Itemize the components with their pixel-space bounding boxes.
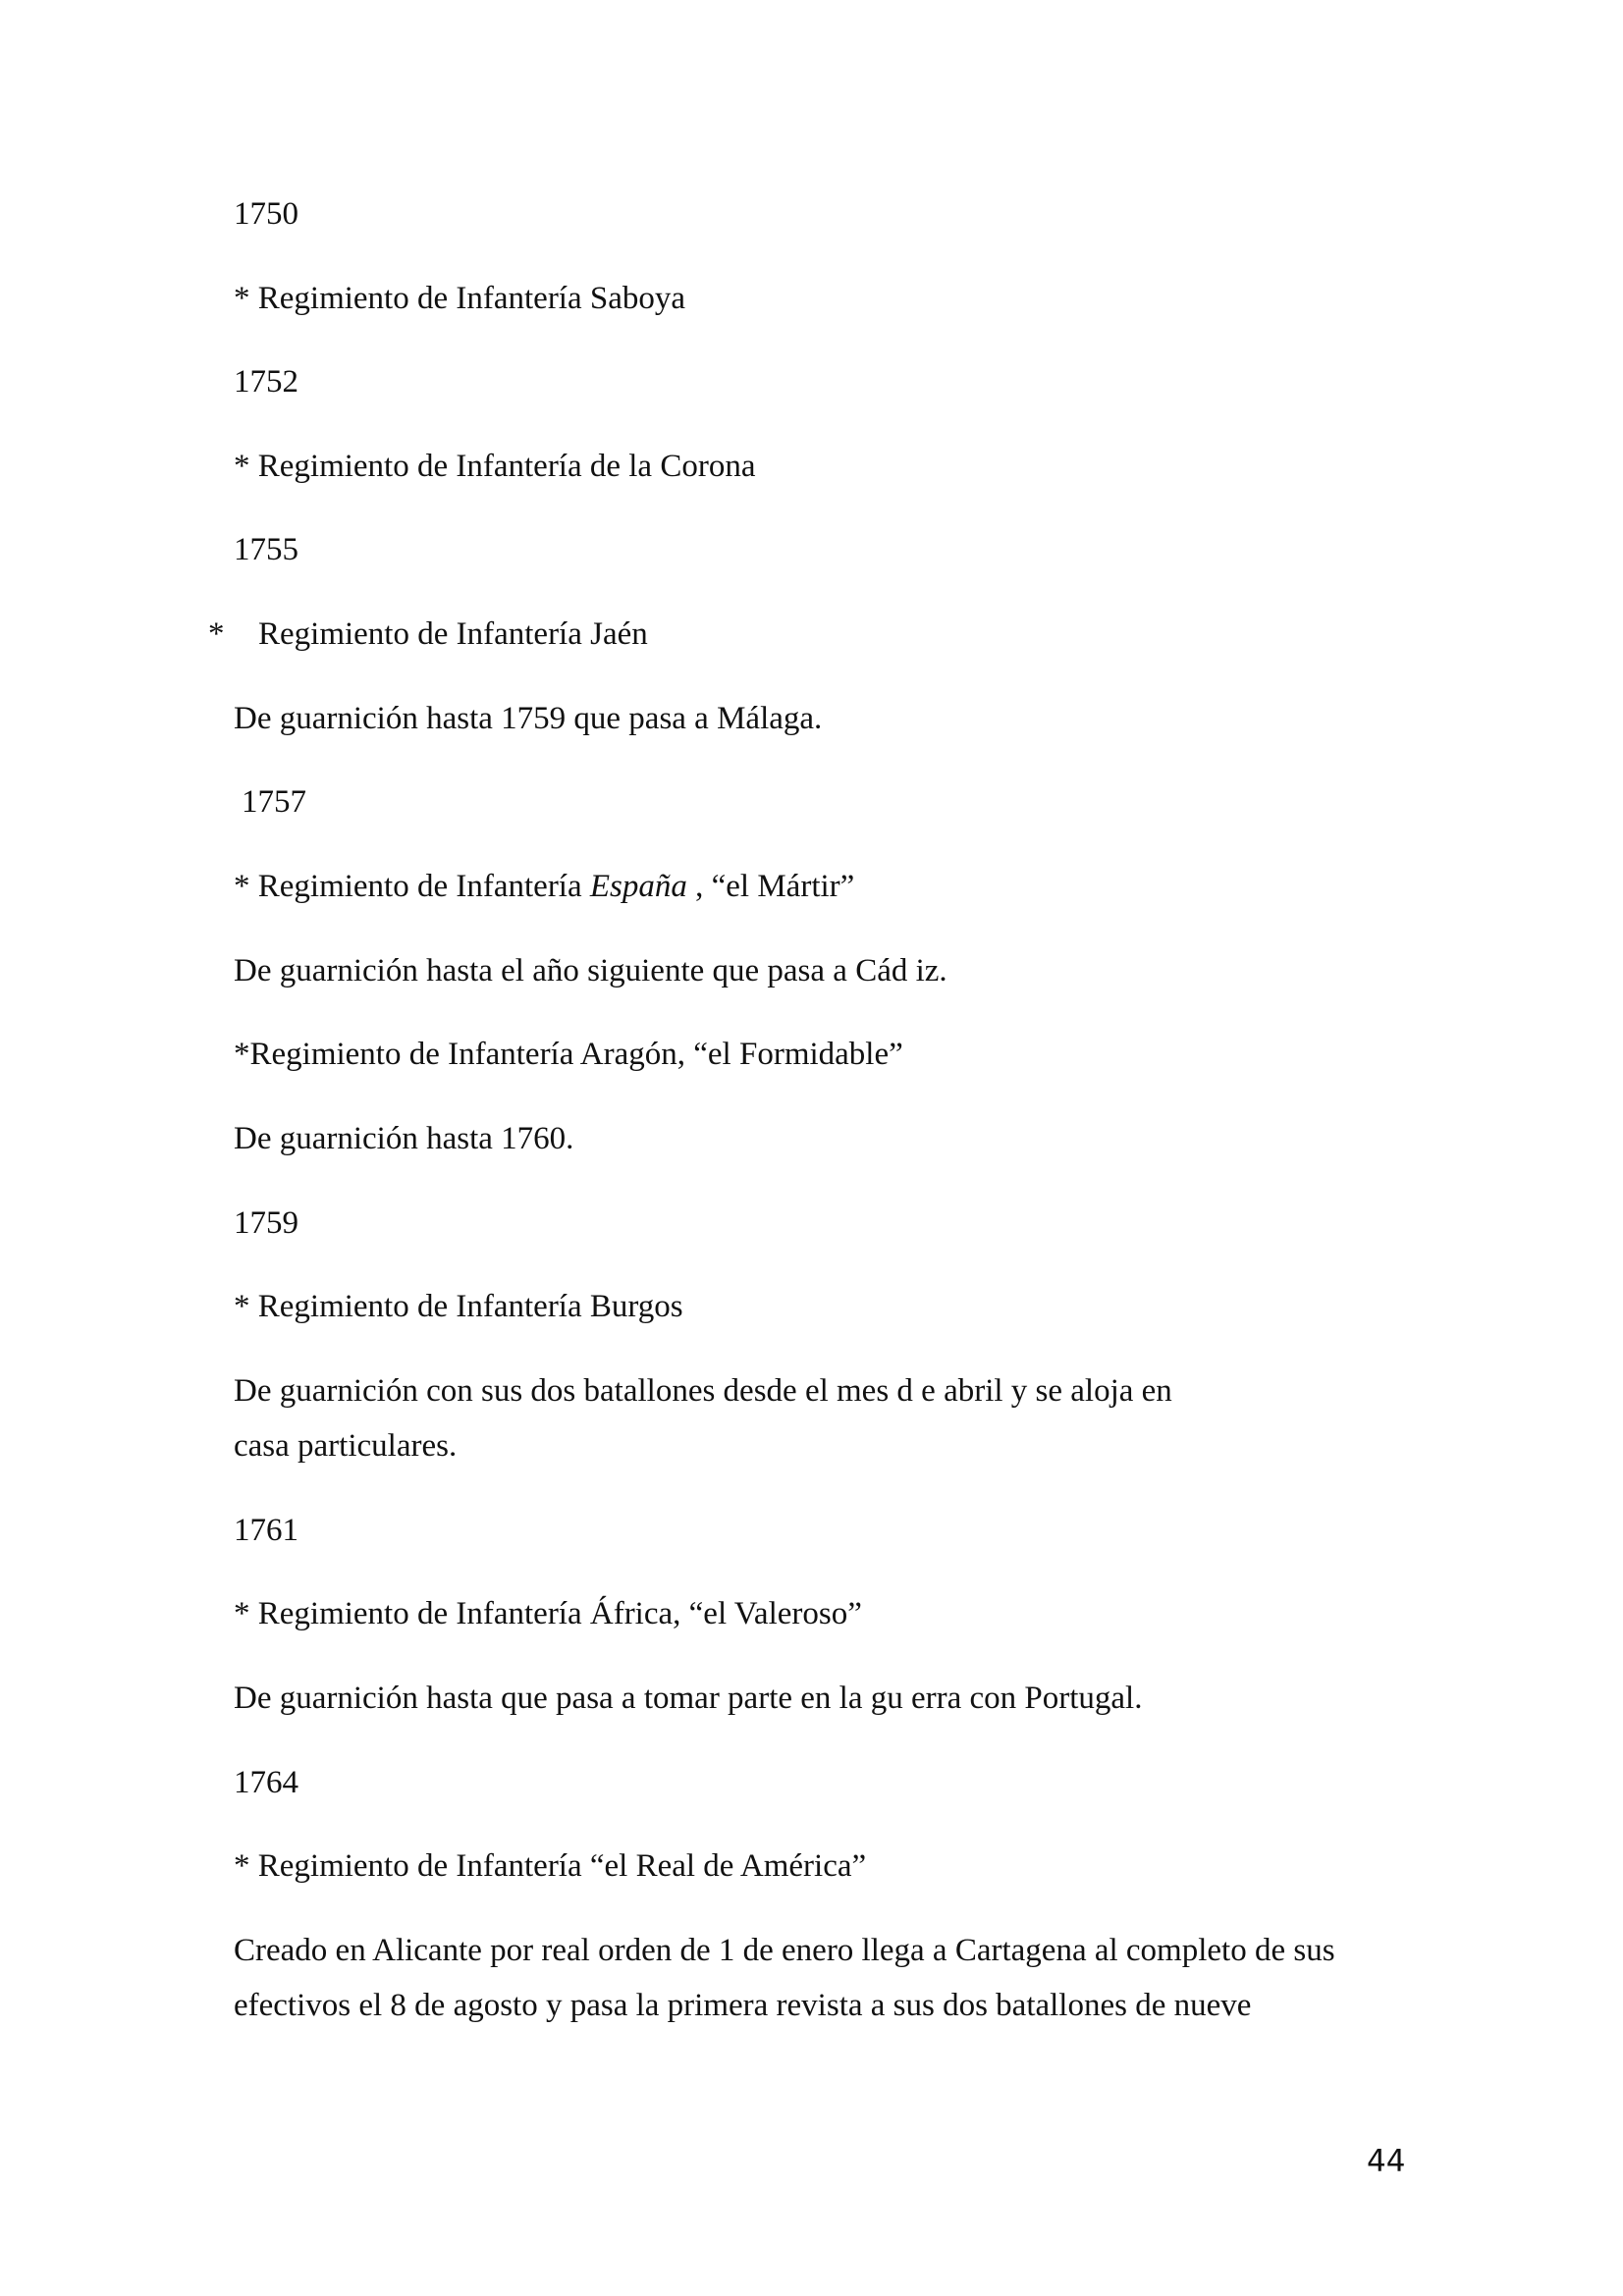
burgos-note-line-2: casa particulares. [234, 1428, 458, 1464]
page-number: 44 [1367, 2144, 1406, 2179]
burgos-note-line-1: De guarnición con sus dos batallones desde el mes d e abril y se aloja en [234, 1373, 1172, 1409]
regiment-aragon: *Regimiento de Infantería Aragón, “el Formidable” [234, 1037, 903, 1072]
year-1750: 1750 [234, 196, 298, 232]
regiment-saboya: * Regimiento de Infantería Saboya [234, 281, 686, 316]
regiment-espana-suffix: , “el Mártir” [686, 869, 855, 904]
year-1764: 1764 [234, 1765, 298, 1800]
africa-note: De guarnición hasta que pasa a tomar parte en la gu erra con Portugal. [234, 1681, 1143, 1716]
regiment-burgos: * Regimiento de Infantería Burgos [234, 1289, 683, 1324]
year-1759: 1759 [234, 1205, 298, 1241]
espana-note: De guarnición hasta el año siguiente que pasa a Cád iz. [234, 953, 947, 988]
jaen-note: De guarnición hasta 1759 que pasa a Málaga. [234, 701, 823, 736]
regiment-corona: * Regimiento de Infantería de la Corona [234, 449, 756, 484]
regiment-america: * Regimiento de Infantería “el Real de América” [234, 1848, 867, 1884]
year-1757: 1757 [242, 784, 306, 820]
america-note-line-1: Creado en Alicante por real orden de 1 de enero llega a Cartagena al completo de sus [234, 1933, 1335, 1968]
regiment-espana-name: España [589, 869, 687, 904]
year-1755: 1755 [234, 532, 298, 567]
america-note-line-2: efectivos el 8 de agosto y pasa la primera revista a sus dos batallones de nueve [234, 1988, 1252, 2023]
regiment-africa: * Regimiento de Infantería África, “el Valeroso” [234, 1596, 862, 1631]
regiment-espana-prefix: * Regimiento de Infantería [234, 869, 590, 904]
year-1752: 1752 [234, 364, 298, 400]
aragon-note: De guarnición hasta 1760. [234, 1121, 574, 1156]
regiment-jaen: Regimiento de Infantería Jaén [258, 616, 648, 652]
year-1761: 1761 [234, 1513, 298, 1548]
bullet-star: * [208, 616, 225, 652]
regiment-espana [234, 859, 854, 914]
